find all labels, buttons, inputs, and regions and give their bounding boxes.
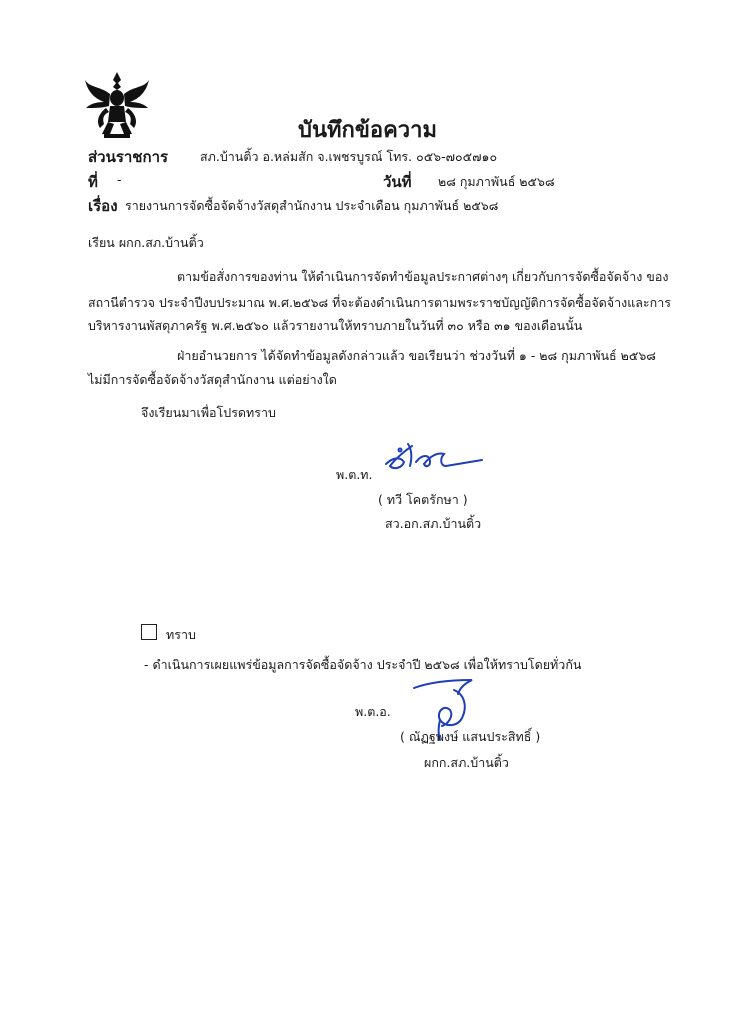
acknowledge-checkbox[interactable] <box>141 624 157 640</box>
date-label: วันที่ <box>383 173 412 191</box>
signer-1-name: ( ทวี โคตรักษา ) <box>378 492 468 507</box>
salutation: เรียน ผกก.สภ.บ้านติ้ว <box>88 235 204 250</box>
body-paragraph-1-line-1: ตามข้อสั่งการของท่าน ให้ดำเนินการจัดทำข้อมูลประกาศต่างๆ เกี่ยวกับการจัดซื้อจัดจ้าง ของ <box>177 269 669 284</box>
closing-line: จึงเรียนมาเพื่อโปรดทราบ <box>141 405 276 420</box>
department-value: สภ.บ้านติ้ว อ.หล่มสัก จ.เพชรบูรณ์ โทร. ๐๕๖-๗๐๕๗๑๐ <box>200 149 498 164</box>
signer-2-position: ผกก.สภ.บ้านติ้ว <box>424 755 509 770</box>
subject-value: รายงานการจัดซื้อจัดจ้างวัสดุสำนักงาน ประจำเดือน กุมภาพันธ์ ๒๕๖๘ <box>125 198 499 213</box>
endorsement-instruction: - ดำเนินการเผยแพร่ข้อมูลการจัดซื้อจัดจ้าง ประจำปี ๒๕๖๘ เพื่อให้ทราบโดยทั่วกัน <box>144 657 582 672</box>
signer-2-rank: พ.ต.อ. <box>355 704 391 719</box>
signer-1-rank: พ.ต.ท. <box>336 467 373 482</box>
signer-1-position: สว.อก.สภ.บ้านติ้ว <box>385 516 482 531</box>
body-paragraph-1-line-2: สถานีตำรวจ ประจำปีงบประมาณ พ.ศ.๒๕๖๘ ที่จะต้องดำเนินการตามพระราชบัญญัติการจัดซื้อจัดจ้างและการ <box>88 295 671 310</box>
body-paragraph-2-line-2: ไม่มีการจัดซื้อจัดจ้างวัสดุสำนักงาน แต่อย่างใด <box>88 372 337 387</box>
body-paragraph-2-line-1: ฝ่ายอำนวยการ ได้จัดทำข้อมูลดังกล่าวแล้ว ขอเรียนว่า ช่วงวันที่ ๑ - ๒๘ กุมภาพันธ์ ๒๕๖๘ <box>177 348 656 363</box>
memo-title: บันทึกข้อความ <box>298 118 438 143</box>
reference-value: - <box>117 172 122 187</box>
garuda-emblem-icon <box>82 68 152 140</box>
subject-label: เรื่อง <box>88 197 118 215</box>
signer-2-name: ( ณัฏฐพงษ์ แสนประสิทธิ์ ) <box>400 729 541 744</box>
acknowledge-label: ทราบ <box>166 627 196 642</box>
reference-label: ที่ <box>88 173 98 191</box>
signature-1-icon <box>378 436 488 476</box>
date-value: ๒๘ กุมภาพันธ์ ๒๕๖๘ <box>438 174 555 189</box>
body-paragraph-1-line-3: บริหารงานพัสดุภาครัฐ พ.ศ.๒๕๖๐ แล้วรายงานให้ทราบภายในวันที่ ๓๐ หรือ ๓๑ ของเดือนนั้น <box>88 318 583 333</box>
department-label: ส่วนราชการ <box>88 148 169 166</box>
